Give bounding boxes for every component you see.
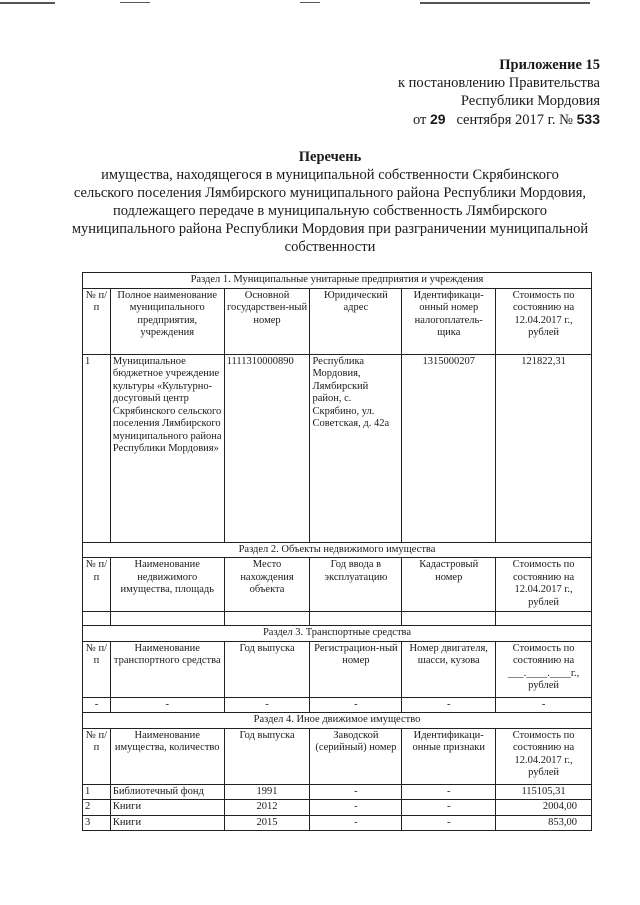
section3-row [83,697,592,713]
s1-header-name: Полное наименование муниципального предприятия, учреждения [110,288,224,354]
section2-header-row [83,558,592,612]
appendix-date-line [300,110,600,129]
s3-header-engine: Номер двигателя, шасси, кузова [402,641,496,697]
s4-row1-num: 1 [83,784,111,800]
s1-header-address: Юридический адрес [310,288,402,354]
section1-header-row [83,288,592,354]
s4-header-year: Год выпуска [224,728,310,784]
s3-header-num: № п/п [83,641,111,697]
s4-row3-ident: - [402,815,496,831]
s2-header-cadastral: Кадастровый номер [402,558,496,612]
section1-row [83,354,592,542]
s4-header-cost: Стоимость по состоянию на 12.04.2017 г., рублей [496,728,592,784]
s4-header-ident: Идентификаци-онные признаки [402,728,496,784]
property-table [82,272,592,831]
date-middle: сентября 2017 г. № [456,112,574,128]
section4-header-row [83,728,592,784]
s4-header-num: № п/п [83,728,111,784]
s4-row1-serial: - [310,784,402,800]
s4-row1-cost: 115105,31 [496,784,592,800]
s3-cell-num: - [83,697,111,713]
section2-title: Раздел 2. Объекты недвижимого имущества [83,542,592,558]
section3-title: Раздел 3. Транспортные средства [83,626,592,642]
heading-title: Перечень [298,149,362,165]
s1-header-cost: Стоимость по состоянию на 12.04.2017 г., рублей [496,288,592,354]
heading-description: имущества, находящегося в муниципальной собственности Скрябинского сельского поселения Лямбирского муниципального района Республики Мордовия, подлежащего передаче в муниципальную собственность Лямбирского муниципального района Республики Мордовия при разграничении муниципальной собственности [71,167,589,255]
section1-title-row [83,273,592,289]
section3-title-row [83,626,592,642]
s2-header-cost: Стоимость по состоянию на 12.04.2017 г., рублей [496,558,592,612]
s3-header-cost-label: Стоимость по состоянию на [512,642,575,666]
date-prefix: от [412,112,427,128]
s4-row2-serial: - [310,800,402,816]
s4-row3-year: 2015 [224,815,310,831]
s4-row3-name: Книги [110,815,224,831]
table-row [83,800,592,816]
s3-cell-year: - [224,697,310,713]
s4-row1-name: Библиотечный фонд [110,784,224,800]
s4-row2-year: 2012 [224,800,310,816]
s4-row2-cost: 2004,00 [496,800,592,816]
s3-cell-engine: - [402,697,496,713]
s2-header-num: № п/п [83,558,111,612]
s3-header-year: Год выпуска [224,641,310,697]
s4-header-name: Наименование имущества, количество [110,728,224,784]
section1-title: Раздел 1. Муниципальные унитарные предприятия и учреждения [83,273,592,289]
s4-row2-num: 2 [83,800,111,816]
appendix-line1: к постановлению Правительства [398,75,600,91]
s4-row3-serial: - [310,815,402,831]
s1-header-inn: Идентификаци-онный номер налогоплатель-щика [402,288,496,354]
s4-row2-ident: - [402,800,496,816]
s4-row1-ident: - [402,784,496,800]
date-day: 29 [429,111,446,127]
section3-header-row [83,641,592,697]
s2-header-year: Год ввода в эксплуатацию [310,558,402,612]
appendix-line2: Республики Мордовия [460,93,600,109]
s4-row3-num: 3 [83,815,111,831]
scan-edge-artifact [0,0,640,10]
document-heading [70,148,590,256]
section2-title-row [83,542,592,558]
appendix-title: Приложение 15 [499,57,600,73]
table-row [83,815,592,831]
s3-cell-name: - [110,697,224,713]
s3-header-name: Наименование транспортного средства [110,641,224,697]
section4-title-row [83,713,592,729]
s3-cell-reg: - [310,697,402,713]
s1-cell-address: Республика Мордовия, Лямбирский район, с. Скрябино, ул. Советская, д. 42а [310,354,402,542]
appendix-block [300,56,600,129]
s1-cell-num: 1 [83,354,111,542]
s3-header-cost-date: ___.____.____г., [507,667,580,679]
s1-header-num: № п/п [83,288,111,354]
s1-header-ogrn: Основной государствен-ный номер [224,288,310,354]
section2-empty-row [83,612,592,626]
s2-header-name: Наименование недвижимого имущества, площадь [110,558,224,612]
s4-header-serial: Заводской (серийный) номер [310,728,402,784]
s4-row2-name: Книги [110,800,224,816]
s1-cell-inn: 1315000207 [402,354,496,542]
s3-header-reg: Регистрацион-ный номер [310,641,402,697]
s4-row3-cost: 853,00 [496,815,592,831]
s3-header-cost-unit: рублей [528,680,559,691]
s3-header-cost [496,641,592,697]
s4-row1-year: 1991 [224,784,310,800]
table-row [83,784,592,800]
s1-cell-cost: 121822,31 [496,354,592,542]
s1-cell-name: Муниципальное бюджетное учреждение культуры «Культурно-досуговый центр Скрябинского сельского поселения Лямбирского муниципального района Республики Мордовия» [110,354,224,542]
s1-cell-ogrn: 1111310000890 [224,354,310,542]
section4-title: Раздел 4. Иное движимое имущество [83,713,592,729]
s2-header-location: Место нахождения объекта [224,558,310,612]
s3-cell-cost: - [496,697,592,713]
document-number: 533 [576,111,600,127]
